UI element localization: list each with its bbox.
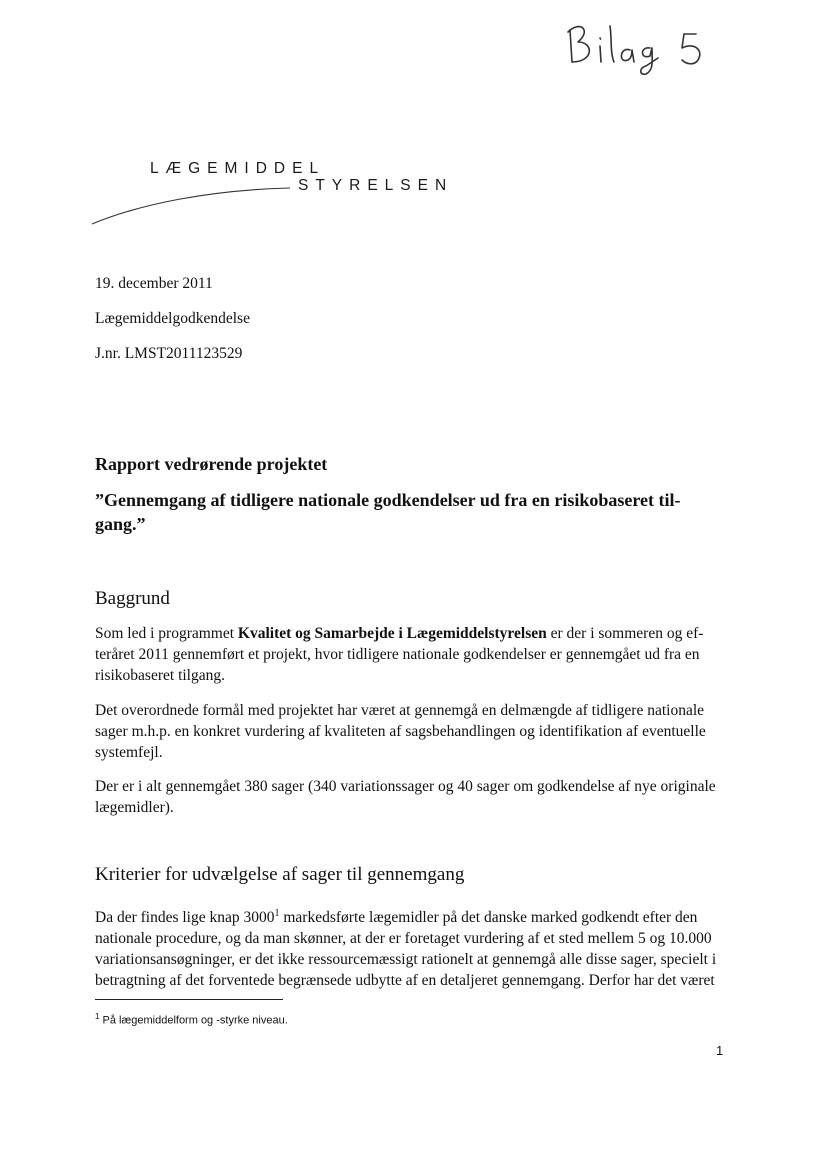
paragraph-line: Det overordnede formål med projektet har været at gennemgå en delmængde af tidligere nationale [95,702,705,719]
paragraph-line: Der er i alt gennemgået 380 sager (340 variationssager og 40 sager om godkendelse af nye originale [95,778,716,795]
paragraph-line: lægemidler). [95,799,174,816]
page-number: 1 [716,1043,724,1058]
section-heading-criteria: Kriterier for udvælgelse af sager til gennemgang [95,864,465,885]
paragraph-background-2 [95,700,730,763]
handwritten-annotation [560,12,720,82]
paragraph-line: teråret 2011 gennemført et projekt, hvor tidligere nationale godkendelser er gennemgået ud fra en [95,646,700,663]
logo-text-line1: LÆGEMIDDEL [150,160,326,177]
paragraph-line [95,623,730,644]
journal-number: J.nr. LMST2011123529 [95,345,243,362]
project-title [95,488,715,536]
paragraph-line: nationale procedure, og da man skønner, at der er foretaget vurdering af et sted mellem 5 og 10.000 [95,930,712,948]
paragraph-line: sager m.h.p. en konkret vurdering af kvaliteten af sagsbehandlingen og identifikation af eventuelle [95,723,706,740]
project-title-line1: ”Gennemgang af tidligere nationale godkendelser ud fra en risikobaseret til- [95,490,681,510]
department: Lægemiddelgodkendelse [95,310,250,327]
footnote-reference: 1 [274,908,280,919]
text-span: er der i sommeren og ef- [546,625,704,642]
paragraph-line [95,903,730,928]
paragraph-line: betragtning af det forventede begrænsede udbytte af en detaljeret gennemgang. Derfor har det været [95,972,715,990]
footnote-divider [95,999,283,1000]
paragraph-criteria-1 [95,903,730,991]
logo-text-line2: STYRELSEN [298,177,454,194]
program-name: Kvalitet og Samarbejde i Lægemiddelstyrelsen [237,625,547,642]
footnote [95,1012,288,1027]
logo-swoosh [90,180,310,230]
text-span: markedsførte lægemidler på det danske marked godkendt efter den [279,909,698,927]
paragraph-line: risikobaseret tilgang. [95,667,225,684]
footnote-marker: 1 [95,1012,100,1021]
paragraph-background-1 [95,623,730,686]
text-span: Som led i programmet [95,625,238,642]
section-heading-background: Baggrund [95,588,170,609]
document-date: 19. december 2011 [95,275,213,292]
paragraph-background-3 [95,776,730,818]
footnote-text: På lægemiddelform og -styrke niveau. [99,1014,288,1027]
report-title: Rapport vedrørende projektet [95,454,328,474]
project-title-line2: gang.” [95,514,146,534]
paragraph-line: variationsansøgninger, er det ikke ressourcemæssigt rationelt at gennemgå alle disse sager, specielt i [95,951,717,969]
text-span: Da der findes lige knap 3000 [95,909,275,927]
paragraph-line: systemfejl. [95,744,163,761]
